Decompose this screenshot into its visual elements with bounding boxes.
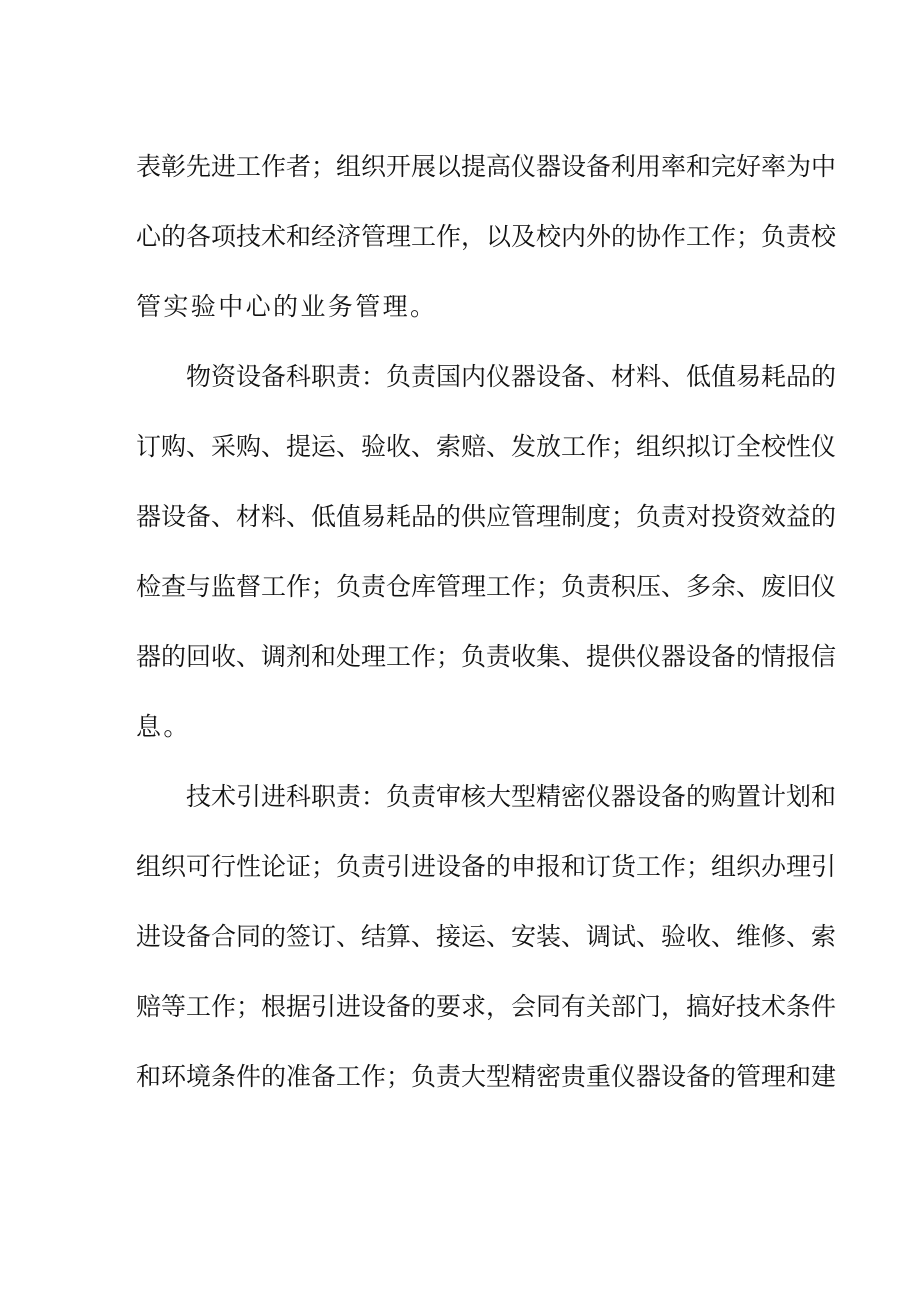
text-line: 技术引进科职责：负责审核大型精密仪器设备的购置计划和 bbox=[186, 782, 837, 811]
text-line: 管实验中心的业务管理。 bbox=[136, 292, 438, 321]
text-line: 器设备、材料、低值易耗品的供应管理制度；负责对投资效益的 bbox=[136, 502, 837, 531]
text-line: 心的各项技术和经济管理工作，以及校内外的协作工作；负责校 bbox=[136, 222, 837, 251]
text-line: 息。 bbox=[136, 712, 191, 741]
text-line: 检查与监督工作；负责仓库管理工作；负责积压、多余、废旧仪 bbox=[136, 572, 837, 601]
text-line: 进设备合同的签订、结算、接运、安装、调试、验收、维修、索 bbox=[136, 922, 837, 951]
text-line: 表彰先进工作者；组织开展以提高仪器设备利用率和完好率为中 bbox=[136, 152, 837, 181]
text-line: 和环境条件的准备工作；负责大型精密贵重仪器设备的管理和建 bbox=[136, 1062, 837, 1091]
text-line: 物资设备科职责：负责国内仪器设备、材料、低值易耗品的 bbox=[186, 362, 837, 391]
text-line: 订购、采购、提运、验收、索赔、发放工作；组织拟订全校性仪 bbox=[136, 432, 837, 461]
text-line: 组织可行性论证；负责引进设备的申报和订货工作；组织办理引 bbox=[136, 852, 837, 881]
text-line: 赔等工作；根据引进设备的要求，会同有关部门，搞好技术条件 bbox=[136, 992, 837, 1021]
text-line: 器的回收、调剂和处理工作；负责收集、提供仪器设备的情报信 bbox=[136, 642, 837, 671]
